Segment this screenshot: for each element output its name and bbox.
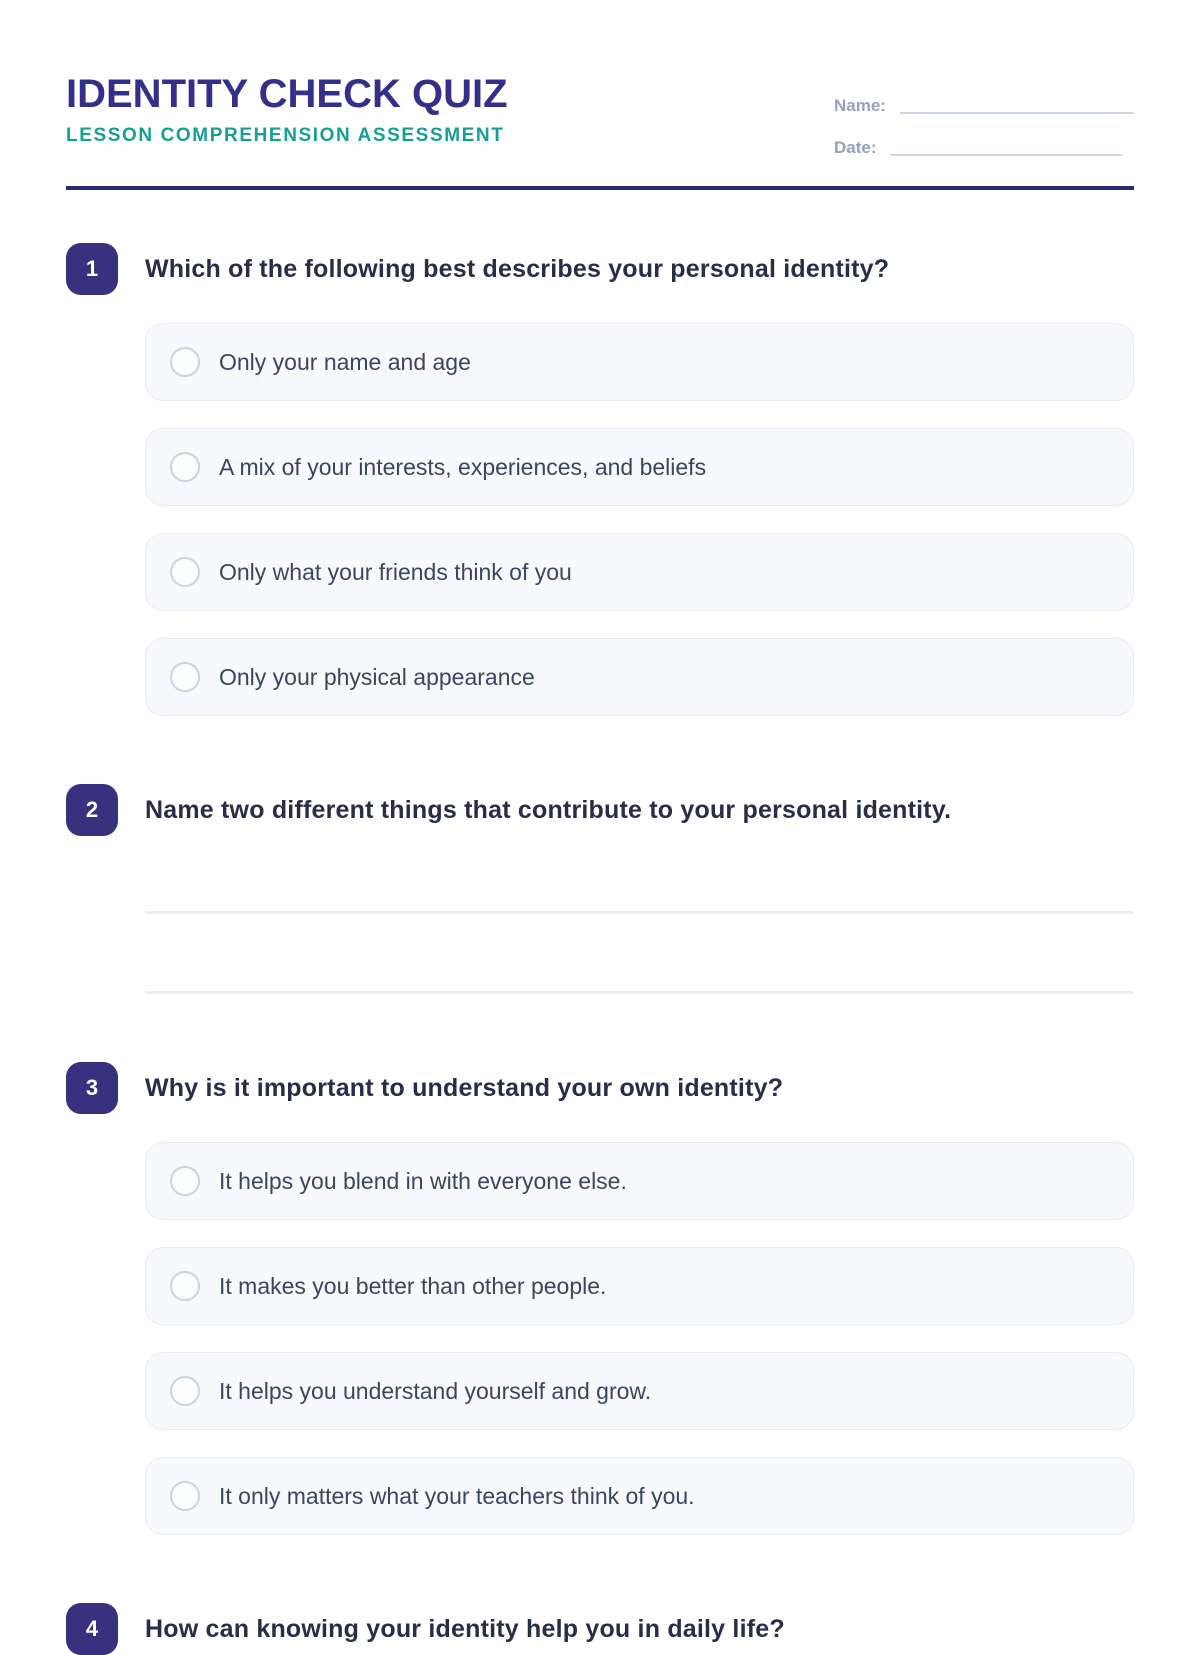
question-number-badge	[66, 1062, 118, 1114]
question-header	[66, 243, 1134, 295]
option-label: A mix of your interests, experiences, and beliefs	[219, 453, 707, 480]
question-number-badge	[66, 1603, 118, 1655]
header-divider	[66, 186, 1134, 190]
question-number: 1	[85, 256, 99, 281]
question-number-badge	[66, 784, 118, 836]
page-title: IDENTITY CHECK QUIZ	[66, 72, 508, 116]
header-titles	[66, 74, 508, 147]
answer-option[interactable]	[145, 1457, 1134, 1535]
answer-option[interactable]	[145, 533, 1134, 611]
radio-button-icon[interactable]	[170, 452, 200, 482]
answer-option[interactable]	[145, 1352, 1134, 1430]
option-label: It makes you better than other people.	[219, 1272, 607, 1299]
question-number-badge	[66, 243, 118, 295]
answer-option[interactable]	[145, 1142, 1134, 1220]
radio-button-icon[interactable]	[170, 1166, 200, 1196]
question-header	[66, 784, 1134, 836]
answer-write-line[interactable]	[145, 911, 1134, 914]
radio-button-icon[interactable]	[170, 347, 200, 377]
page-subtitle: LESSON COMPREHENSION ASSESSMENT	[66, 125, 505, 146]
option-label: It helps you understand yourself and grow.	[219, 1377, 652, 1404]
answer-lines	[145, 911, 1134, 994]
options-list	[145, 323, 1134, 716]
question-section	[66, 1603, 1134, 1655]
option-label: It helps you blend in with everyone else.	[219, 1167, 627, 1194]
name-field-row	[834, 86, 1134, 116]
option-label: It only matters what your teachers think of you.	[219, 1482, 695, 1509]
answer-option[interactable]	[145, 638, 1134, 716]
option-label: Only your name and age	[219, 348, 471, 375]
radio-button-icon[interactable]	[170, 557, 200, 587]
radio-button-icon[interactable]	[170, 1271, 200, 1301]
question-section	[66, 243, 1134, 716]
radio-button-icon[interactable]	[170, 662, 200, 692]
date-field-row	[834, 128, 1134, 158]
question-section	[66, 784, 1134, 994]
radio-button-icon[interactable]	[170, 1376, 200, 1406]
question-text: Why is it important to understand your own identity?	[145, 1073, 784, 1102]
question-text: Which of the following best describes your personal identity?	[145, 254, 890, 283]
student-fields	[834, 86, 1134, 158]
date-input-line[interactable]	[891, 154, 1122, 156]
radio-button-icon[interactable]	[170, 1481, 200, 1511]
answer-option[interactable]	[145, 428, 1134, 506]
name-label: Name:	[834, 96, 886, 116]
quiz-body	[66, 243, 1134, 1655]
name-input-line[interactable]	[900, 112, 1134, 114]
question-header	[66, 1603, 1134, 1655]
options-list	[145, 1142, 1134, 1535]
answer-option[interactable]	[145, 323, 1134, 401]
answer-write-line[interactable]	[145, 991, 1134, 994]
quiz-header	[66, 74, 1134, 158]
question-section	[66, 1062, 1134, 1535]
question-text: Name two different things that contribute to your personal identity.	[145, 795, 952, 824]
option-label: Only what your friends think of you	[219, 558, 572, 585]
question-header	[66, 1062, 1134, 1114]
question-text: How can knowing your identity help you in daily life?	[145, 1614, 785, 1643]
date-label: Date:	[834, 138, 877, 158]
question-number: 2	[85, 797, 99, 822]
option-label: Only your physical appearance	[219, 663, 535, 690]
question-number: 3	[85, 1075, 99, 1100]
answer-option[interactable]	[145, 1247, 1134, 1325]
question-number: 4	[85, 1616, 99, 1641]
